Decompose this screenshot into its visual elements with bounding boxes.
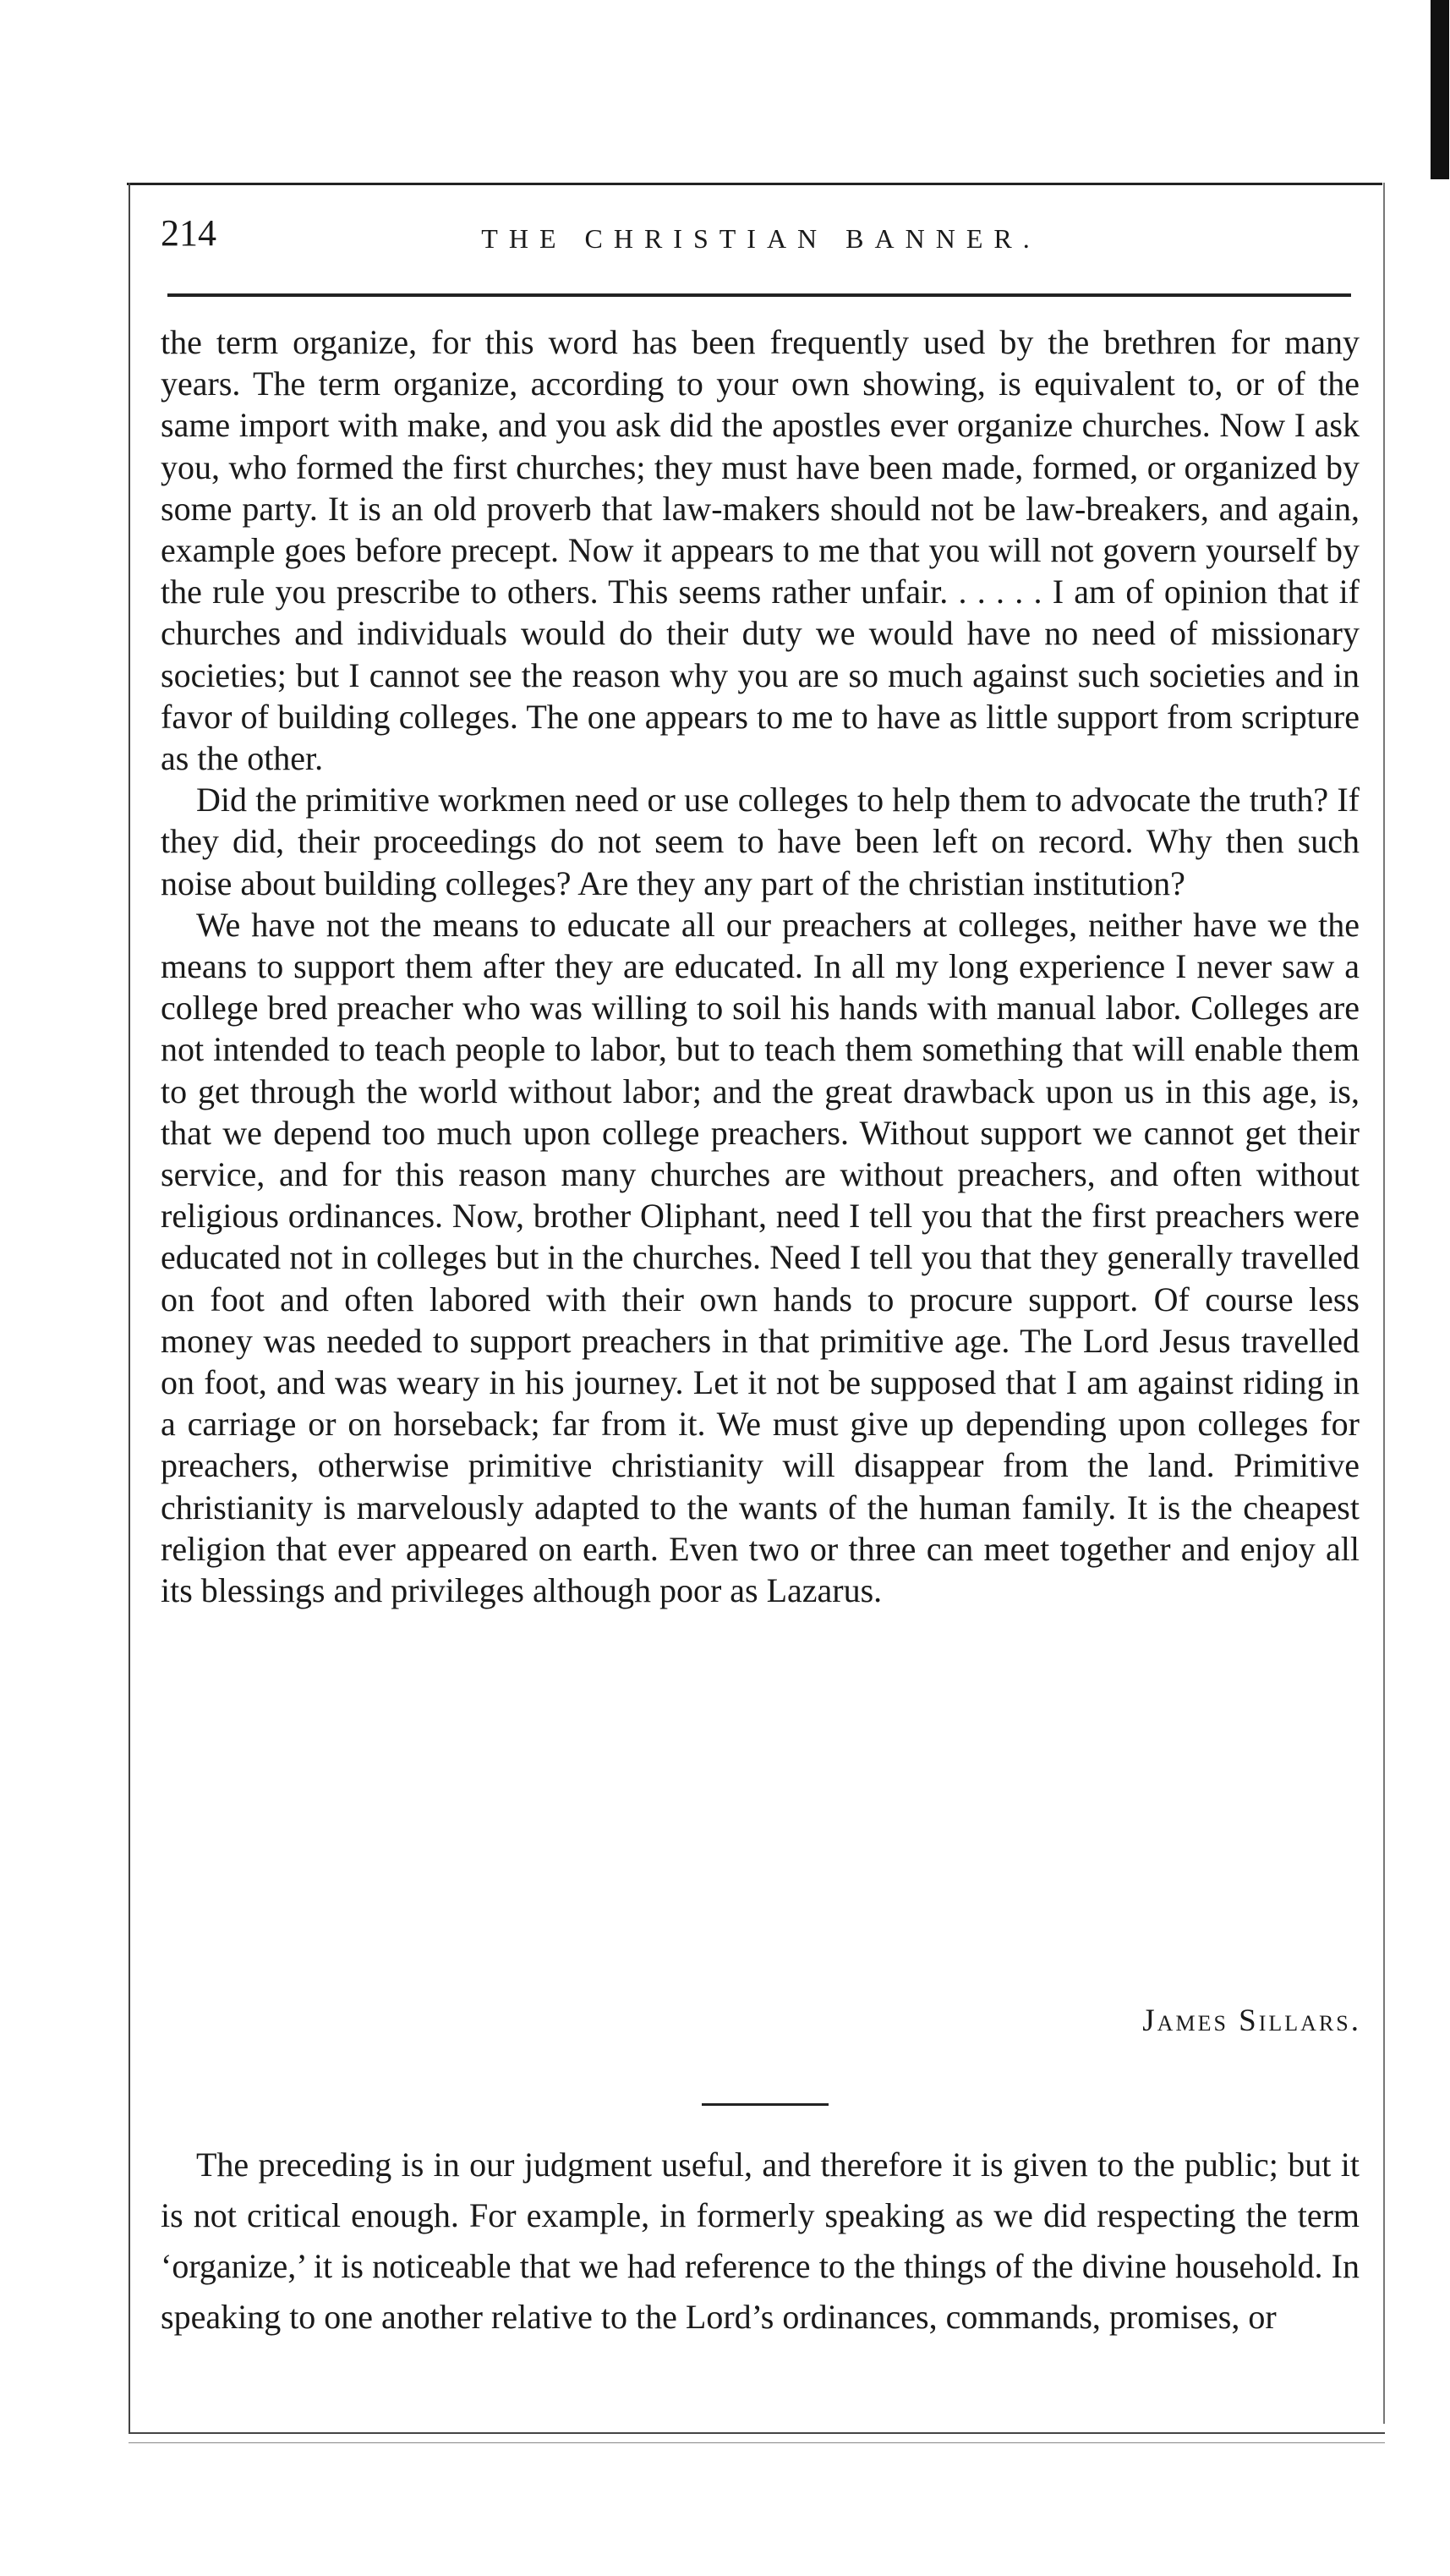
editorial-comment <box>161 2140 1360 2343</box>
top-border-rule <box>127 183 1382 185</box>
bottom-border-rule-2 <box>129 2442 1385 2443</box>
bottom-border-rule <box>129 2432 1385 2434</box>
page-number: 214 <box>161 212 216 254</box>
letter-signature: James Sillars. <box>1142 2003 1361 2038</box>
letter-paragraph: the term organize, for this word has been frequently used by the brethren for many years. The term organize, according to your own showing, is equivalent to, or of the same import with make, and you ask did the apostles ever organize churches. Now I ask you, who formed the first churches; they must have been made, formed, or organized by some party. It is an old proverb that law-makers should not be law-breakers, and again, example goes before precept. Now it appears to me that you will not govern yourself by the rule you prescribe to others. This seems rather unfair. . . . . . I am of opinion that if churches and individuals would do their duty we would have no need of missionary societies; but I cannot see the reason why you are so much against such societies and in favor of building colleges. The one appears to me to have as little support from scripture as the other. <box>161 323 1360 778</box>
left-border-rule <box>129 183 130 2432</box>
letter-paragraph: Did the primitive workmen need or use colleges to help them to advocate the truth? If they did, their proceedings do not seem to have been left on record. Why then such noise about building colleges? Are they any part of the christian institution? <box>161 781 1360 902</box>
editorial-paragraph: The preceding is in our judgment useful, and therefore it is given to the public; but it is not critical enough. For example, in formerly speaking as we did respecting the term ‘organize,’ it is noticeable that we had reference to the things of the divine household. In speaking to one another relative to the Lord’s ordinances, commands, promises, or <box>161 2146 1360 2336</box>
running-title: THE CHRISTIAN BANNER. <box>481 223 1041 254</box>
right-border-rule <box>1383 183 1385 2424</box>
letter-body <box>161 321 1360 1611</box>
section-separator <box>702 2103 829 2106</box>
page-header <box>159 211 1363 271</box>
letter-paragraph: We have not the means to educate all our preachers at colleges, neither have we the means to support them after they are educated. In all my long experience I never saw a college bred preacher who was willing to soil his hands with manual labor. Colleges are not intended to teach people to labor, but to teach them something that will enable them to get through the world without labor; and the great drawback upon us in this age, is, that we depend too much upon college preachers. Without support we cannot get their service, and for this reason many churches are without preachers, and often without religious ordinances. Now, brother Oliphant, need I tell you that the first preachers were educated not in colleges but in the churches. Need I tell you that they generally travelled on foot and often labored with their own hands to procure support. Of course less money was needed to support preachers in that primitive age. The Lord Jesus travelled on foot, and was weary in his journey. Let it not be supposed that I am against riding in a carriage or on horseback; far from it. We must give up depending upon colleges for preachers, otherwise primitive christianity will disappear from the land. Primitive christianity is marvelously adapted to the wants of the human family. It is the cheapest religion that ever appeared on earth. Even two or three can meet together and enjoy all its blessings and privileges although poor as Lazarus. <box>161 905 1360 1610</box>
header-rule <box>167 293 1351 297</box>
page-edge-shadow <box>1431 0 1449 179</box>
